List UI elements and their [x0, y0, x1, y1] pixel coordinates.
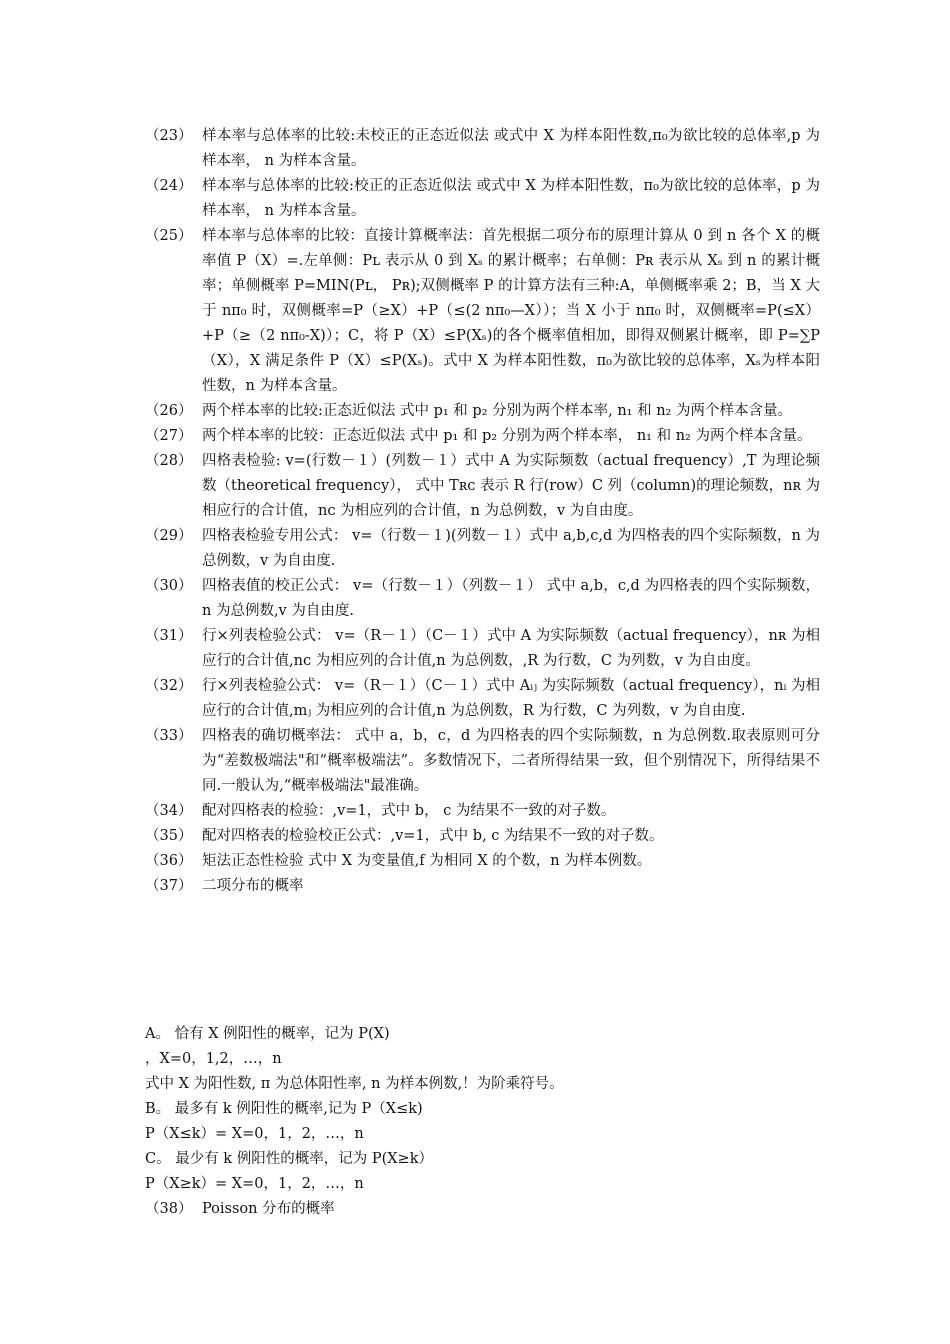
list-item: [145, 724, 820, 799]
item-text: 两个样本率的比较：正态近似法 式中 p₁ 和 p₂ 分别为两个样本率， n₁ 和 n₂ 为两个样本含量。: [202, 428, 812, 444]
binomial-section: [145, 1022, 825, 1222]
formula-list: [145, 124, 820, 899]
item-number: （27）: [145, 428, 193, 444]
list-item: [145, 1197, 825, 1222]
item-number: （37）: [145, 878, 193, 894]
list-item: [145, 849, 820, 874]
item-number: （34）: [145, 803, 193, 819]
item-text: 矩法正态性检验 式中 X 为变量值,f 为相同 X 的个数，n 为样本例数。: [202, 853, 652, 869]
item-text: 四格表的确切概率法： 式中 a，b，c，d 为四格表的四个实际频数，n 为总例数.取表原则可分为“差数极端法"和“概率极端法”。多数情况下，二者所得结果一致，但个别情况下，所得结果不同.一般认为,“概率极端法"最准确。: [202, 728, 820, 794]
item-number: （24）: [145, 178, 193, 194]
item-number: （33）: [145, 728, 193, 744]
text-line: P（X≥k）= X=0，1，2，…，n: [145, 1176, 364, 1192]
item-text: 样本率与总体率的比较:校正的正态近似法 或式中 X 为样本阳性数，π₀为欲比较的总体率，p 为样本率， n 为样本含量。: [202, 178, 820, 219]
item-number: （30）: [145, 578, 193, 594]
text-line: A。 恰有 X 例阳性的概率，记为 P(X): [145, 1026, 390, 1042]
list-item: [145, 524, 820, 574]
item-text: 配对四格表的检验校正公式：,v=1，式中 b, c 为结果不一致的对子数。: [202, 828, 664, 844]
list-item: [145, 424, 820, 449]
item-text: 二项分布的概率: [202, 878, 304, 894]
item-text: 四格表检验: v=(行数－１）(列数－１）式中 A 为实际频数（actual frequency）,T 为理论频数（theoretical frequency）， 式中 Tʀᴄ 表示 R 行(row）C 列（column)的理论频数，nʀ 为相应行的合计值，nᴄ 为相应列的合计值，n 为总例数，v 为自由度。: [202, 453, 821, 519]
list-item: [145, 449, 820, 524]
text-line: 式中 X 为阳性数, π 为总体阳性率, n 为样本例数,！为阶乘符号。: [145, 1076, 564, 1092]
item-number: （25）: [145, 228, 193, 244]
item-number: （28）: [145, 453, 193, 469]
list-item: [145, 824, 820, 849]
text-line: P（X≤k）= X=0，1，2，…，n: [145, 1126, 364, 1142]
item-text: 四格表检验专用公式： v=（行数－１)(列数－１）式中 a,b,c,d 为四格表的四个实际频数，n 为总例数，v 为自由度.: [202, 528, 820, 569]
item-text: 四格表值的校正公式： v=（行数－１）（列数－１） 式中 a,b，c,d 为四格表的四个实际频数，n 为总例数,v 为自由度.: [202, 578, 820, 619]
list-item: [145, 399, 820, 424]
text-line: C。 最少有 k 例阳性的概率，记为 P(X≥k）: [145, 1151, 433, 1167]
item-number: （36）: [145, 853, 193, 869]
text-line: B。 最多有 k 例阳性的概率,记为 P（X≤k): [145, 1101, 423, 1117]
text-line: ，X=0，1,2，…，n: [145, 1051, 282, 1067]
list-item: [145, 124, 820, 174]
item-number: （23）: [145, 128, 193, 144]
item-text: 行×列表检验公式： v=（R－１）（C－１）式中 Aᵢⱼ 为实际频数（actual frequency），nᵢ 为相应行的合计值,mⱼ 为相应列的合计值,n 为总例数，R 为行数，C 为列数，v 为自由度.: [202, 678, 820, 719]
item-number: （35）: [145, 828, 193, 844]
item-number: （29）: [145, 528, 193, 544]
list-item: [145, 574, 820, 624]
item-number: （26）: [145, 403, 193, 419]
item-text: 配对四格表的检验：,v=1，式中 b， c 为结果不一致的对子数。: [202, 803, 616, 819]
list-item: [145, 624, 820, 674]
item-text: 样本率与总体率的比较:未校正的正态近似法 或式中 X 为样本阳性数,π₀为欲比较的总体率,p 为样本率， n 为样本含量。: [202, 128, 820, 169]
item-text: 两个样本率的比较:正态近似法 式中 p₁ 和 p₂ 分别为两个样本率, n₁ 和 n₂ 为两个样本含量。: [202, 403, 792, 419]
item-number: （32）: [145, 678, 193, 694]
list-item: [145, 674, 820, 724]
list-item: [145, 224, 820, 399]
item-text: 行×列表检验公式： v=（R－１）（C－１）式中 A 为实际频数（actual frequency），nʀ 为相应行的合计值,nᴄ 为相应列的合计值,n 为总例数，,R 为行数，C 为列数，v 为自由度。: [202, 628, 820, 669]
item-number: （38）: [145, 1201, 193, 1217]
item-text: 样本率与总体率的比较：直接计算概率法：首先根据二项分布的原理计算从 0 到 n 各个 X 的概率值 P（X）=.左单侧：Pʟ 表示从 0 到 Xₛ 的累计概率；右单侧：Pʀ 表示从 Xₛ 到 n 的累计概率；单侧概率 P=MIN(Pʟ， Pʀ);双侧概率 P 的计算方法有三种:A，单侧概率乘 2；B，当 X 大于 nπ₀ 时，双侧概率=P（≥X）+P（≤(2 nπ₀—X））；当 X 小于 nπ₀ 时，双侧概率=P(≤X）+P（≥（2 nπ₀-X)）；C，将 P（X）≤P(Xₛ)的各个概率值相加，即得双侧累计概率，即 P=∑P（X），X 满足条件 P（X）≤P(Xₛ)。式中 X 为样本阳性数，π₀为欲比较的总体率，Xₛ为样本阳性数，n 为样本含量。: [202, 228, 820, 394]
list-item: [145, 174, 820, 224]
item-text: Poisson 分布的概率: [202, 1201, 335, 1217]
list-item: [145, 799, 820, 824]
item-number: （31）: [145, 628, 193, 644]
list-item: [145, 874, 820, 899]
